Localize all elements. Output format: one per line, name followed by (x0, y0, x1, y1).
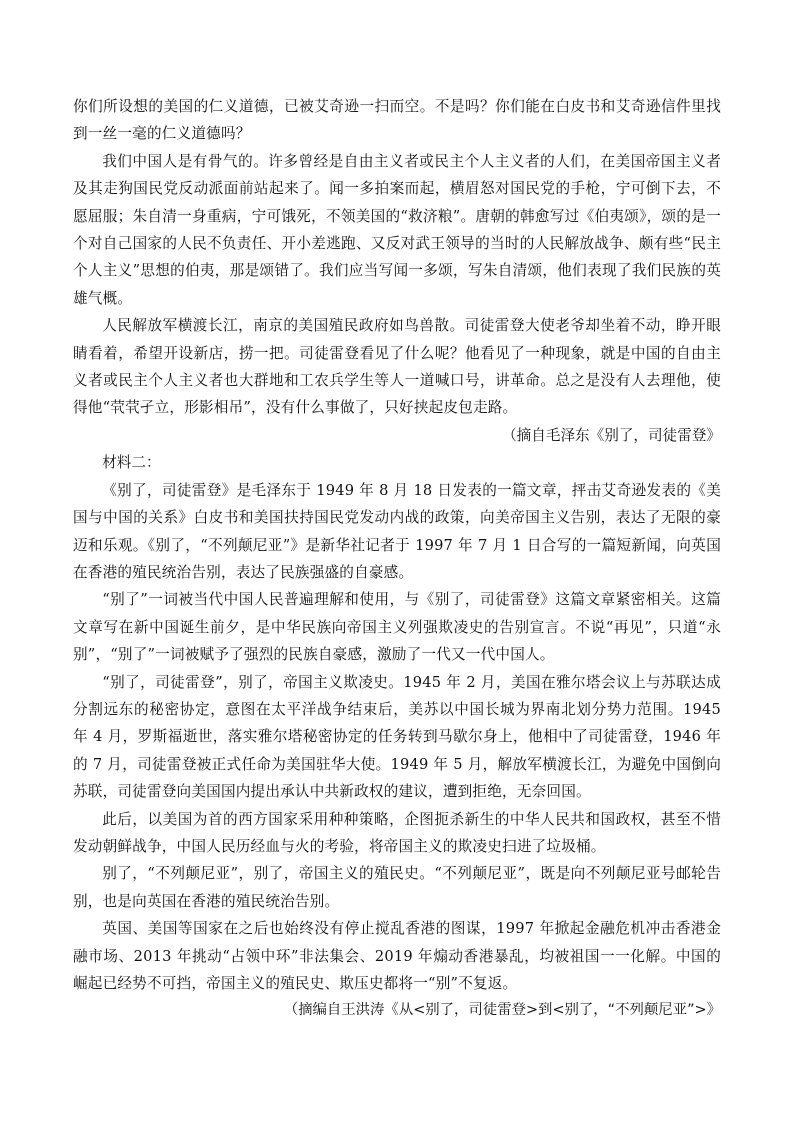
document-page (73, 93, 721, 1025)
paragraph-intro: 《别了，司徒雷登》是毛泽东于 1949 年 8 月 18 日发表的一篇文章，抨击艾奇逊发表的《美国与中国的关系》白皮书和美国扶持国民党发动内战的政策，向美帝国主义告别，表达了无限的豪迈和乐观。《别了，“不列颠尼亚”》是新华社记者于 1997 年 7 月 1 日合写的一篇短新闻，向英国在香港的殖民统治告别，表达了民族强盛的自豪感。 (73, 481, 721, 581)
material-two-label: 材料二： (102, 454, 161, 472)
paragraph-stuart-history: “别了，司徒雷登”，别了，帝国主义欺凌史。1945 年 2 月，美国在雅尔塔会议上与苏联达成分割远东的秘密协定，意图在太平洋战争结束后，美苏以中国长城为界南北划分势力范围。1945 年 4 月，罗斯福逝世，落实雅尔塔秘密协定的任务转到马歇尔身上，他相中了司徒雷登，1946 年的 7 月，司徒雷登被正式任命为美国驻华大使。1949 年 5 月，解放军横渡长江，为避免中国倒向苏联，司徒雷登向美国国内提出承认中共新政权的建议，遭到拒绝，无奈回国。 (73, 673, 721, 801)
paragraph-farewell-word: “别了”一词被当代中国人民普遍理解和使用，与《别了，司徒雷登》这篇文章紧密相关。这篇文章写在新中国诞生前夕，是中华民族向帝国主义列强欺凌史的告别宣言。不说“再见”，只道“永别”，“别了”一词被赋予了强烈的民族自豪感，激励了一代又一代中国人。 (73, 591, 721, 664)
paragraph-hongkong: 英国、美国等国家在之后也始终没有停止搅乱香港的图谋，1997 年掀起金融危机冲击香港金融市场、2013 年挑动“占领中环”非法集会、2019 年煽动香港暴乱，均被祖国一一化解。中国的崛起已经势不可挡，帝国主义的殖民史、欺压史都将一“别”不复返。 (73, 920, 721, 992)
source-citation-2: （摘编自王洪涛《从<别了，司徒雷登>到<别了，“不列颠尼亚”>》 (283, 1002, 721, 1019)
paragraph-aftermath: 此后，以美国为首的西方国家采用种种策略，企图扼杀新生的中华人民共和国政权，甚至不惜发动朝鲜战争，中国人民历经血与火的考验，将帝国主义的欺凌史扫进了垃圾桶。 (73, 810, 721, 855)
paragraph-opening: 你们所设想的美国的仁义道德，已被艾奇逊一扫而空。不是吗？你们能在白皮书和艾奇逊信件里找到一丝一毫的仁义道德吗？ (73, 98, 721, 143)
paragraph-backbone: 我们中国人是有骨气的。许多曾经是自由主义者或民主个人主义者的人们，在美国帝国主义者及其走狗国民党反动派面前站起来了。闻一多拍案而起，横眉怒对国民党的手枪，宁可倒下去，不愿屈服；朱自清一身重病，宁可饿死，不领美国的“救济粮”。唐朝的韩愈写过《伯夷颂》，颂的是一个对自己国家的人民不负责任、开小差逃跑、又反对武王领导的当时的人民解放战争、颇有些“民主个人主义”思想的伯夷，那是颂错了。我们应当写闻一多颂，写朱自清颂，他们表现了我们民族的英雄气概。 (73, 152, 721, 307)
paragraph-britannia: 别了，“不列颠尼亚”，别了，帝国主义的殖民史。“不列颠尼亚”，既是向不列颠尼亚号邮轮告别，也是向英国在香港的殖民统治告别。 (73, 865, 721, 910)
source-citation-1: （摘自毛泽东《别了，司徒雷登》 (502, 426, 721, 444)
paragraph-yangtze: 人民解放军横渡长江，南京的美国殖民政府如鸟兽散。司徒雷登大使老爷却坐着不动，睁开眼睛看着，希望开设新店，捞一把。司徒雷登看见了什么呢？他看见了一种现象，就是中国的自由主义者或民主个人主义者也大群地和工农兵学生等人一道喊口号，讲革命。总之是没有人去理他，使得他“茕茕孑立，形影相吊”，没有什么事做了，只好挟起皮包走路。 (73, 317, 721, 417)
